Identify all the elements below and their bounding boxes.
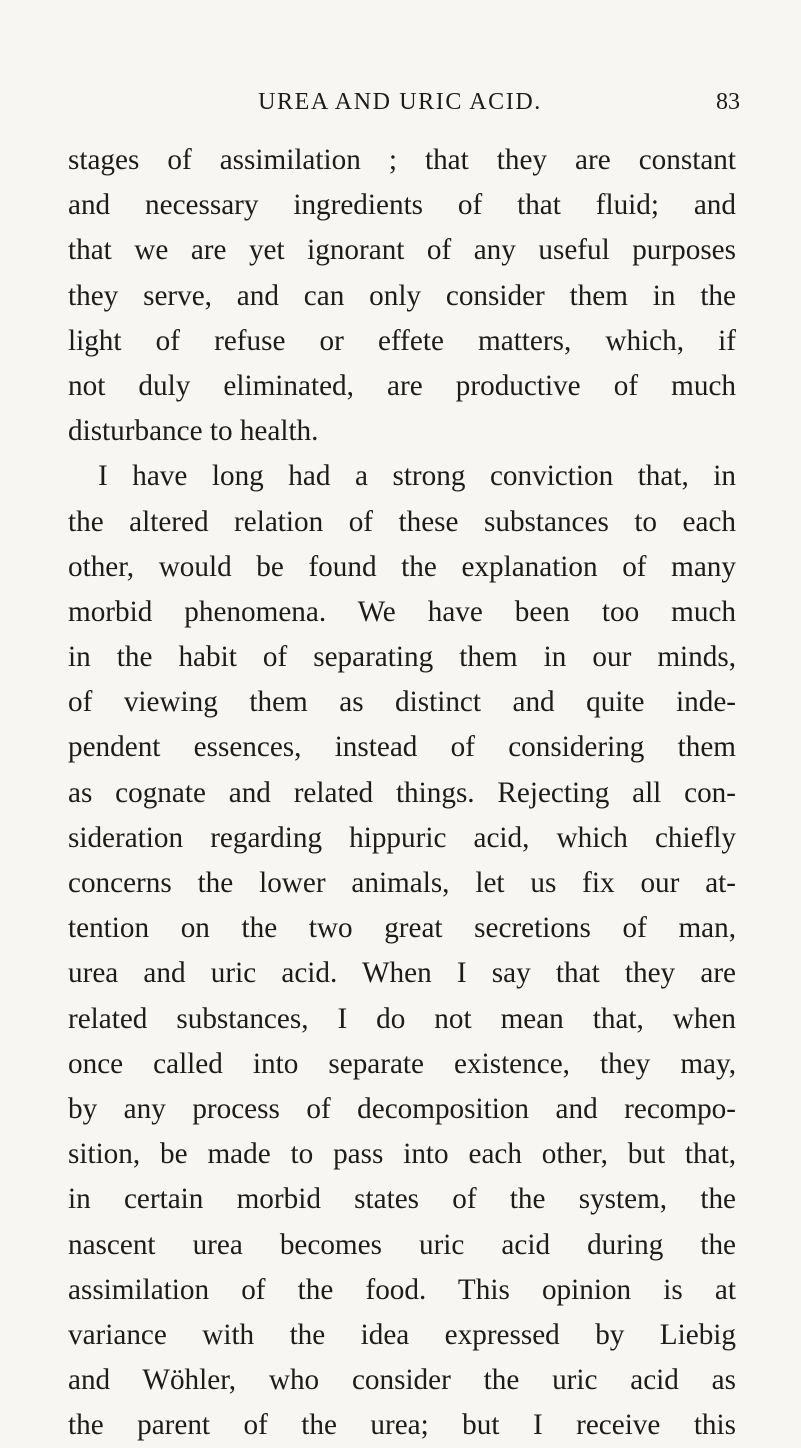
text-line: stages of assimilation ; that they are constant [68, 144, 736, 176]
text-line: and necessary ingredients of that fluid; and [68, 189, 736, 222]
text-line: the altered relation of these substances to each [68, 505, 736, 538]
text-line: in the habit of separating them in our minds, [68, 641, 736, 674]
paragraph-start-line: I have long had a strong conviction that, in [98, 460, 736, 493]
text-line: pendent essences, instead of considering them [68, 731, 736, 764]
text-line: nascent urea becomes uric acid during the [68, 1228, 736, 1261]
text-line: and Wöhler, who consider the uric acid as [68, 1364, 736, 1397]
text-line: concerns the lower animals, let us fix our at- [68, 867, 736, 899]
text-line: the parent of the urea; but I receive this [68, 1409, 736, 1442]
text-line: tention on the two great secretions of man, [68, 912, 736, 945]
text-line: in certain morbid states of the system, the [68, 1183, 736, 1216]
running-head [60, 86, 740, 118]
text-line: urea and uric acid. When I say that they are [68, 957, 736, 990]
page-number: 83 [716, 89, 740, 115]
text-line: by any process of decomposition and recompo- [68, 1092, 736, 1125]
text-line: light of refuse or effete matters, which, if [68, 324, 736, 357]
running-title: UREA AND URIC ACID. [258, 89, 542, 115]
text-line: assimilation of the food. This opinion is at [68, 1273, 736, 1306]
text-line: sideration regarding hippuric acid, which chiefly [68, 821, 736, 854]
text-line: sition, be made to pass into each other, but that, [68, 1138, 736, 1171]
text-line: that we are yet ignorant of any useful purposes [68, 234, 736, 267]
text-line: of viewing them as distinct and quite inde- [68, 686, 736, 719]
paragraph-end-line: disturbance to health. [68, 415, 319, 448]
text-line: once called into separate existence, they may, [68, 1047, 736, 1080]
text-line: morbid phenomena. We have been too much [68, 595, 736, 628]
body-text [68, 138, 736, 1448]
text-line: not duly eliminated, are productive of much [68, 369, 736, 402]
text-line: they serve, and can only consider them in the [68, 279, 736, 312]
text-line: related substances, I do not mean that, when [68, 1002, 736, 1035]
text-line: variance with the idea expressed by Liebig [68, 1318, 736, 1351]
text-line: other, would be found the explanation of many [68, 550, 736, 583]
text-line: as cognate and related things. Rejecting all con- [68, 776, 736, 809]
